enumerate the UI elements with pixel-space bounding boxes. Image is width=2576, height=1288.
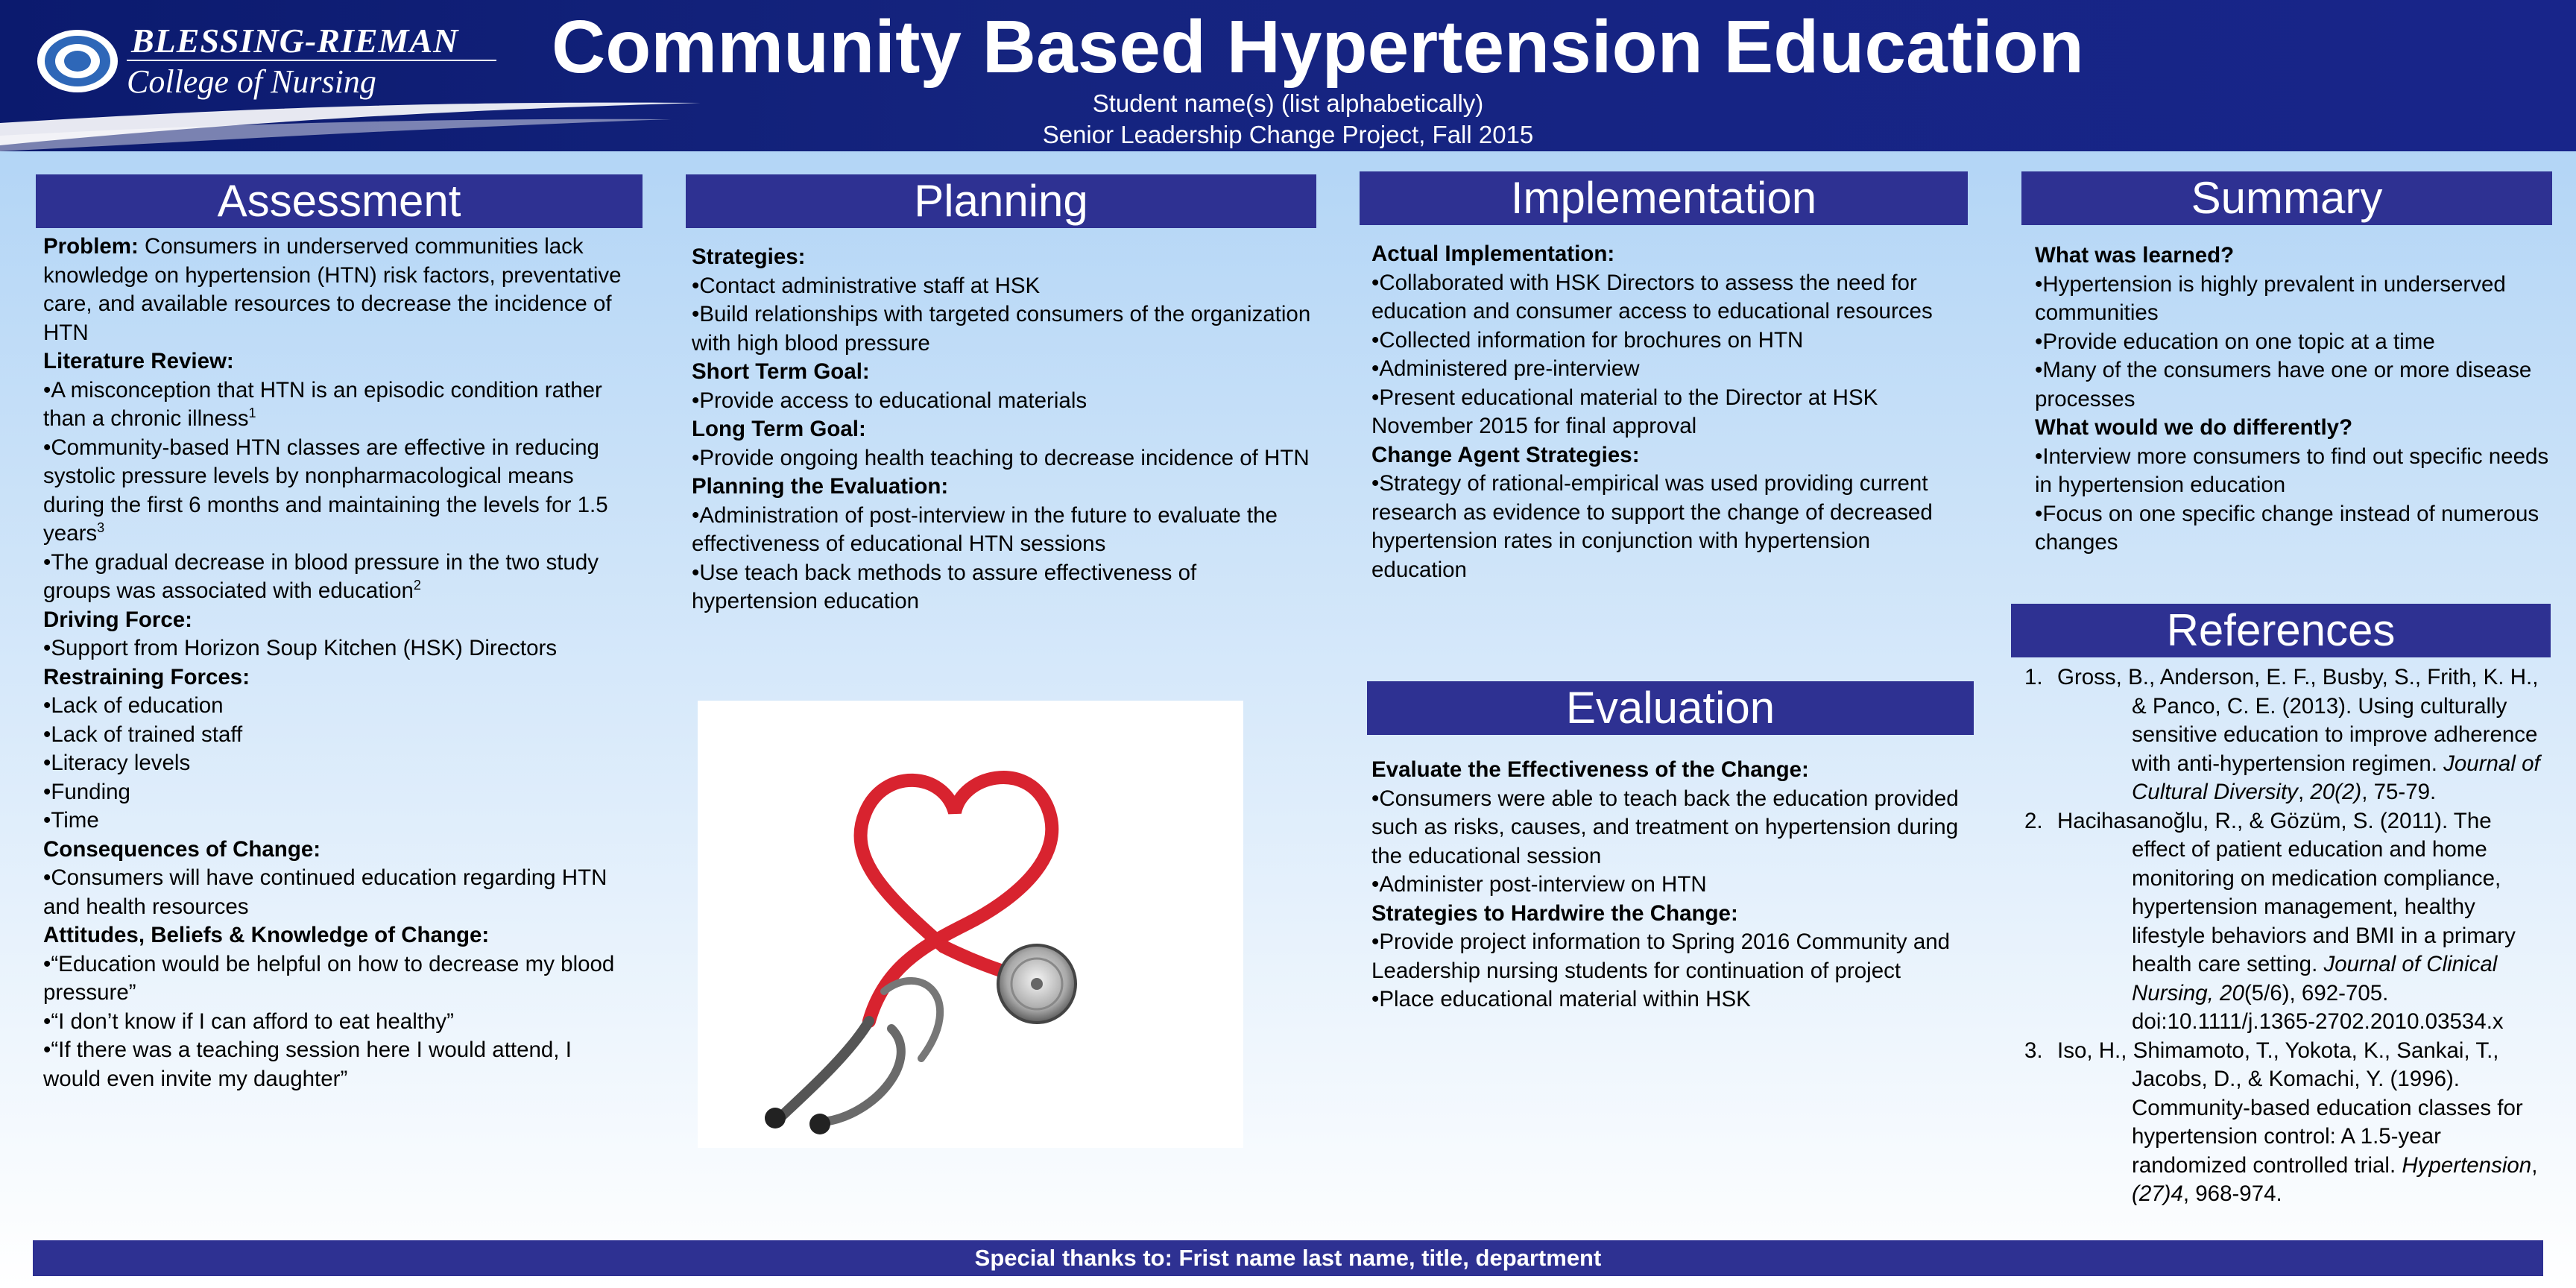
hardwire-label: Strategies to Hardwire the Change: <box>1371 900 1738 926</box>
reference-item <box>2024 663 2546 807</box>
planning-column <box>692 243 1315 616</box>
actual-implementation-item: •Collaborated with HSK Directors to assess the need for education and consumer access to educational resources <box>1371 270 1933 323</box>
strategies-item: •Build relationships with targeted consumers of the organization with high blood pressure <box>692 302 1311 356</box>
planning-evaluation-item: •Use teach back methods to assure effectiveness of hypertension education <box>692 560 1197 613</box>
implementation-heading: Implementation <box>1360 171 1968 225</box>
acknowledgement-footer: Special thanks to: Frist name last name, title, department <box>33 1240 2543 1276</box>
reference-volume: 20(2) <box>2310 780 2362 804</box>
reference-citation: Hacihasanoğlu, R., & Gözüm, S. (2011). The effect of patient education and home monitoring on medication compliance, hypertension management, healthy lifestyle behaviors and BMI in a primary health care setting. <box>2057 808 2516 976</box>
restraining-item: •Funding <box>43 779 130 804</box>
restraining-item: •Lack of trained staff <box>43 722 243 747</box>
literature-text: •Community-based HTN classes are effective in reducing systolic pressure levels by nonpharmacological means during the first 6 months and maintaining the levels for 1.5 years <box>43 435 608 546</box>
planning-evaluation-label: Planning the Evaluation: <box>692 474 949 499</box>
differently-label: What would we do differently? <box>2035 415 2353 440</box>
planning-evaluation-item: •Administration of post-interview in the future to evaluate the effectiveness of educational HTN sessions <box>692 502 1278 556</box>
actual-implementation-item: •Present educational material to the Director at HSK November 2015 for final approval <box>1371 385 1878 438</box>
implementation-column <box>1371 240 1960 584</box>
short-term-label: Short Term Goal: <box>692 359 870 384</box>
assessment-column <box>43 233 632 1093</box>
reference-item <box>2024 807 2546 1037</box>
restraining-item: •Time <box>43 808 99 833</box>
actual-implementation-label: Actual Implementation: <box>1371 242 1615 266</box>
literature-text: •A misconception that HTN is an episodic condition rather than a chronic illness <box>43 377 602 431</box>
reference-journal: Journal of Clinical Nursing, 20 <box>2132 952 2498 1006</box>
change-agent-item: •Strategy of rational-empirical was used providing current research as evidence to support the change of decreased hypertension rates in conjunction with hypertension education <box>1371 471 1933 582</box>
stethoscope-heart-image <box>698 701 1243 1148</box>
reference-journal: Journal of Cultural Diversity <box>2132 751 2540 804</box>
learned-item: •Provide education on one topic at a time <box>2035 329 2435 354</box>
summary-heading: Summary <box>2021 171 2552 225</box>
reference-pages: , 968-974. <box>2182 1181 2282 1206</box>
stethoscope-heart-icon <box>698 701 1243 1148</box>
restraining-label: Restraining Forces: <box>43 664 250 689</box>
reference-citation: Iso, H., Shimamoto, T., Yokota, K., Sankai, T., Jacobs, D., & Komachi, Y. (1996). Community-based education classes for hypertension control: A 1.5-year randomized controlled trial. <box>2057 1038 2523 1178</box>
reference-item <box>2024 1037 2546 1209</box>
hardwire-item: •Place educational material within HSK <box>1371 987 1751 1011</box>
references-heading: References <box>2011 604 2551 657</box>
project-subtitle: Senior Leadership Change Project, Fall 2015 <box>1042 121 1534 148</box>
attitudes-item: •“I don’t know if I can afford to eat healthy” <box>43 1008 454 1034</box>
reference-separator: , <box>2297 780 2311 804</box>
literature-item <box>43 434 632 549</box>
citation-sup: 1 <box>248 405 256 421</box>
poster-title: Community Based Hypertension Education <box>552 5 2084 89</box>
effectiveness-item: •Administer post-interview on HTN <box>1371 872 1707 897</box>
college-name: BLESSING-RIEMAN <box>131 22 459 60</box>
planning-heading: Planning <box>686 174 1316 228</box>
problem-label: Problem: <box>43 234 139 259</box>
driving-force-label: Driving Force: <box>43 607 192 632</box>
reference-separator: , <box>2531 1152 2538 1178</box>
reference-pages: (5/6), 692-705. doi:10.1111/j.1365-2702.2010.03534.x <box>2132 980 2504 1034</box>
effectiveness-label: Evaluate the Effectiveness of the Change: <box>1371 757 1809 782</box>
problem-paragraph <box>43 233 632 347</box>
consequences-item: •Consumers will have continued education regarding HTN and health resources <box>43 865 607 919</box>
reference-citation: Gross, B., Anderson, E. F., Busby, S., Frith, K. H., & Panco, C. E. (2013). Using culturally sensitive education to improve adherence with anti-hypertension regimen. <box>2057 665 2539 776</box>
driving-force-item: •Support from Horizon Soup Kitchen (HSK) Directors <box>43 636 558 660</box>
assessment-heading: Assessment <box>36 174 643 228</box>
literature-text: •The gradual decrease in blood pressure in the two study groups was associated with education <box>43 549 599 603</box>
reference-volume: (27)4 <box>2132 1181 2183 1206</box>
evaluation-column <box>1371 756 1960 1014</box>
problem-text: Consumers in underserved communities lack knowledge on hypertension (HTN) risk factors, preventative care, and available resources to decrease the incidence of HTN <box>43 234 622 345</box>
poster-header <box>0 0 2576 151</box>
reference-text <box>2057 807 2546 1037</box>
hardwire-item: •Provide project information to Spring 2016 Community and Leadership nursing students for continuation of project <box>1371 929 1951 983</box>
strategies-item: •Contact administrative staff at HSK <box>692 273 1041 298</box>
college-subname: College of Nursing <box>127 63 376 100</box>
reference-text <box>2057 663 2546 807</box>
differently-item: •Focus on one specific change instead of numerous changes <box>2035 501 2539 555</box>
summary-column <box>2035 242 2549 558</box>
literature-item <box>43 376 632 434</box>
long-term-label: Long Term Goal: <box>692 417 866 441</box>
literature-label: Literature Review: <box>43 349 234 373</box>
literature-item <box>43 549 632 606</box>
restraining-item: •Lack of education <box>43 693 224 718</box>
reference-number: 3. <box>2024 1038 2043 1063</box>
brand-divider <box>127 60 496 61</box>
learned-item: •Many of the consumers have one or more disease processes <box>2035 358 2532 411</box>
learned-label: What was learned? <box>2035 243 2235 268</box>
attitudes-item: •“If there was a teaching session here I would attend, I would even invite my daughter” <box>43 1038 572 1091</box>
learned-item: •Hypertension is highly prevalent in underserved communities <box>2035 271 2506 325</box>
attitudes-label: Attitudes, Beliefs & Knowledge of Change: <box>43 923 490 947</box>
attitudes-item: •“Education would be helpful on how to decrease my blood pressure” <box>43 951 615 1005</box>
citation-sup: 2 <box>413 578 421 593</box>
short-term-item: •Provide access to educational materials <box>692 388 1087 413</box>
references-column <box>2024 663 2546 1209</box>
strategies-label: Strategies: <box>692 244 806 269</box>
evaluation-heading: Evaluation <box>1367 681 1974 735</box>
restraining-item: •Literacy levels <box>43 751 191 775</box>
reference-text <box>2057 1037 2546 1209</box>
effectiveness-item: •Consumers were able to teach back the education provided such as risks, causes, and treatment on hypertension during the educational session <box>1371 786 1959 868</box>
reference-journal: Hypertension <box>2402 1152 2532 1178</box>
long-term-item: •Provide ongoing health teaching to decrease incidence of HTN <box>692 445 1310 470</box>
reference-pages: , 75-79. <box>2361 780 2437 804</box>
reference-number: 2. <box>2024 808 2043 833</box>
change-agent-label: Change Agent Strategies: <box>1371 442 1640 467</box>
actual-implementation-item: •Collected information for brochures on HTN <box>1371 327 1804 353</box>
differently-item: •Interview more consumers to find out specific needs in hypertension education <box>2035 443 2549 497</box>
actual-implementation-item: •Administered pre-interview <box>1371 356 1640 381</box>
reference-number: 1. <box>2024 665 2043 689</box>
college-seal-icon <box>36 28 119 94</box>
consequences-label: Consequences of Change: <box>43 836 321 862</box>
citation-sup: 3 <box>97 520 105 536</box>
student-names: Student name(s) (list alphabetically) <box>1092 89 1484 117</box>
